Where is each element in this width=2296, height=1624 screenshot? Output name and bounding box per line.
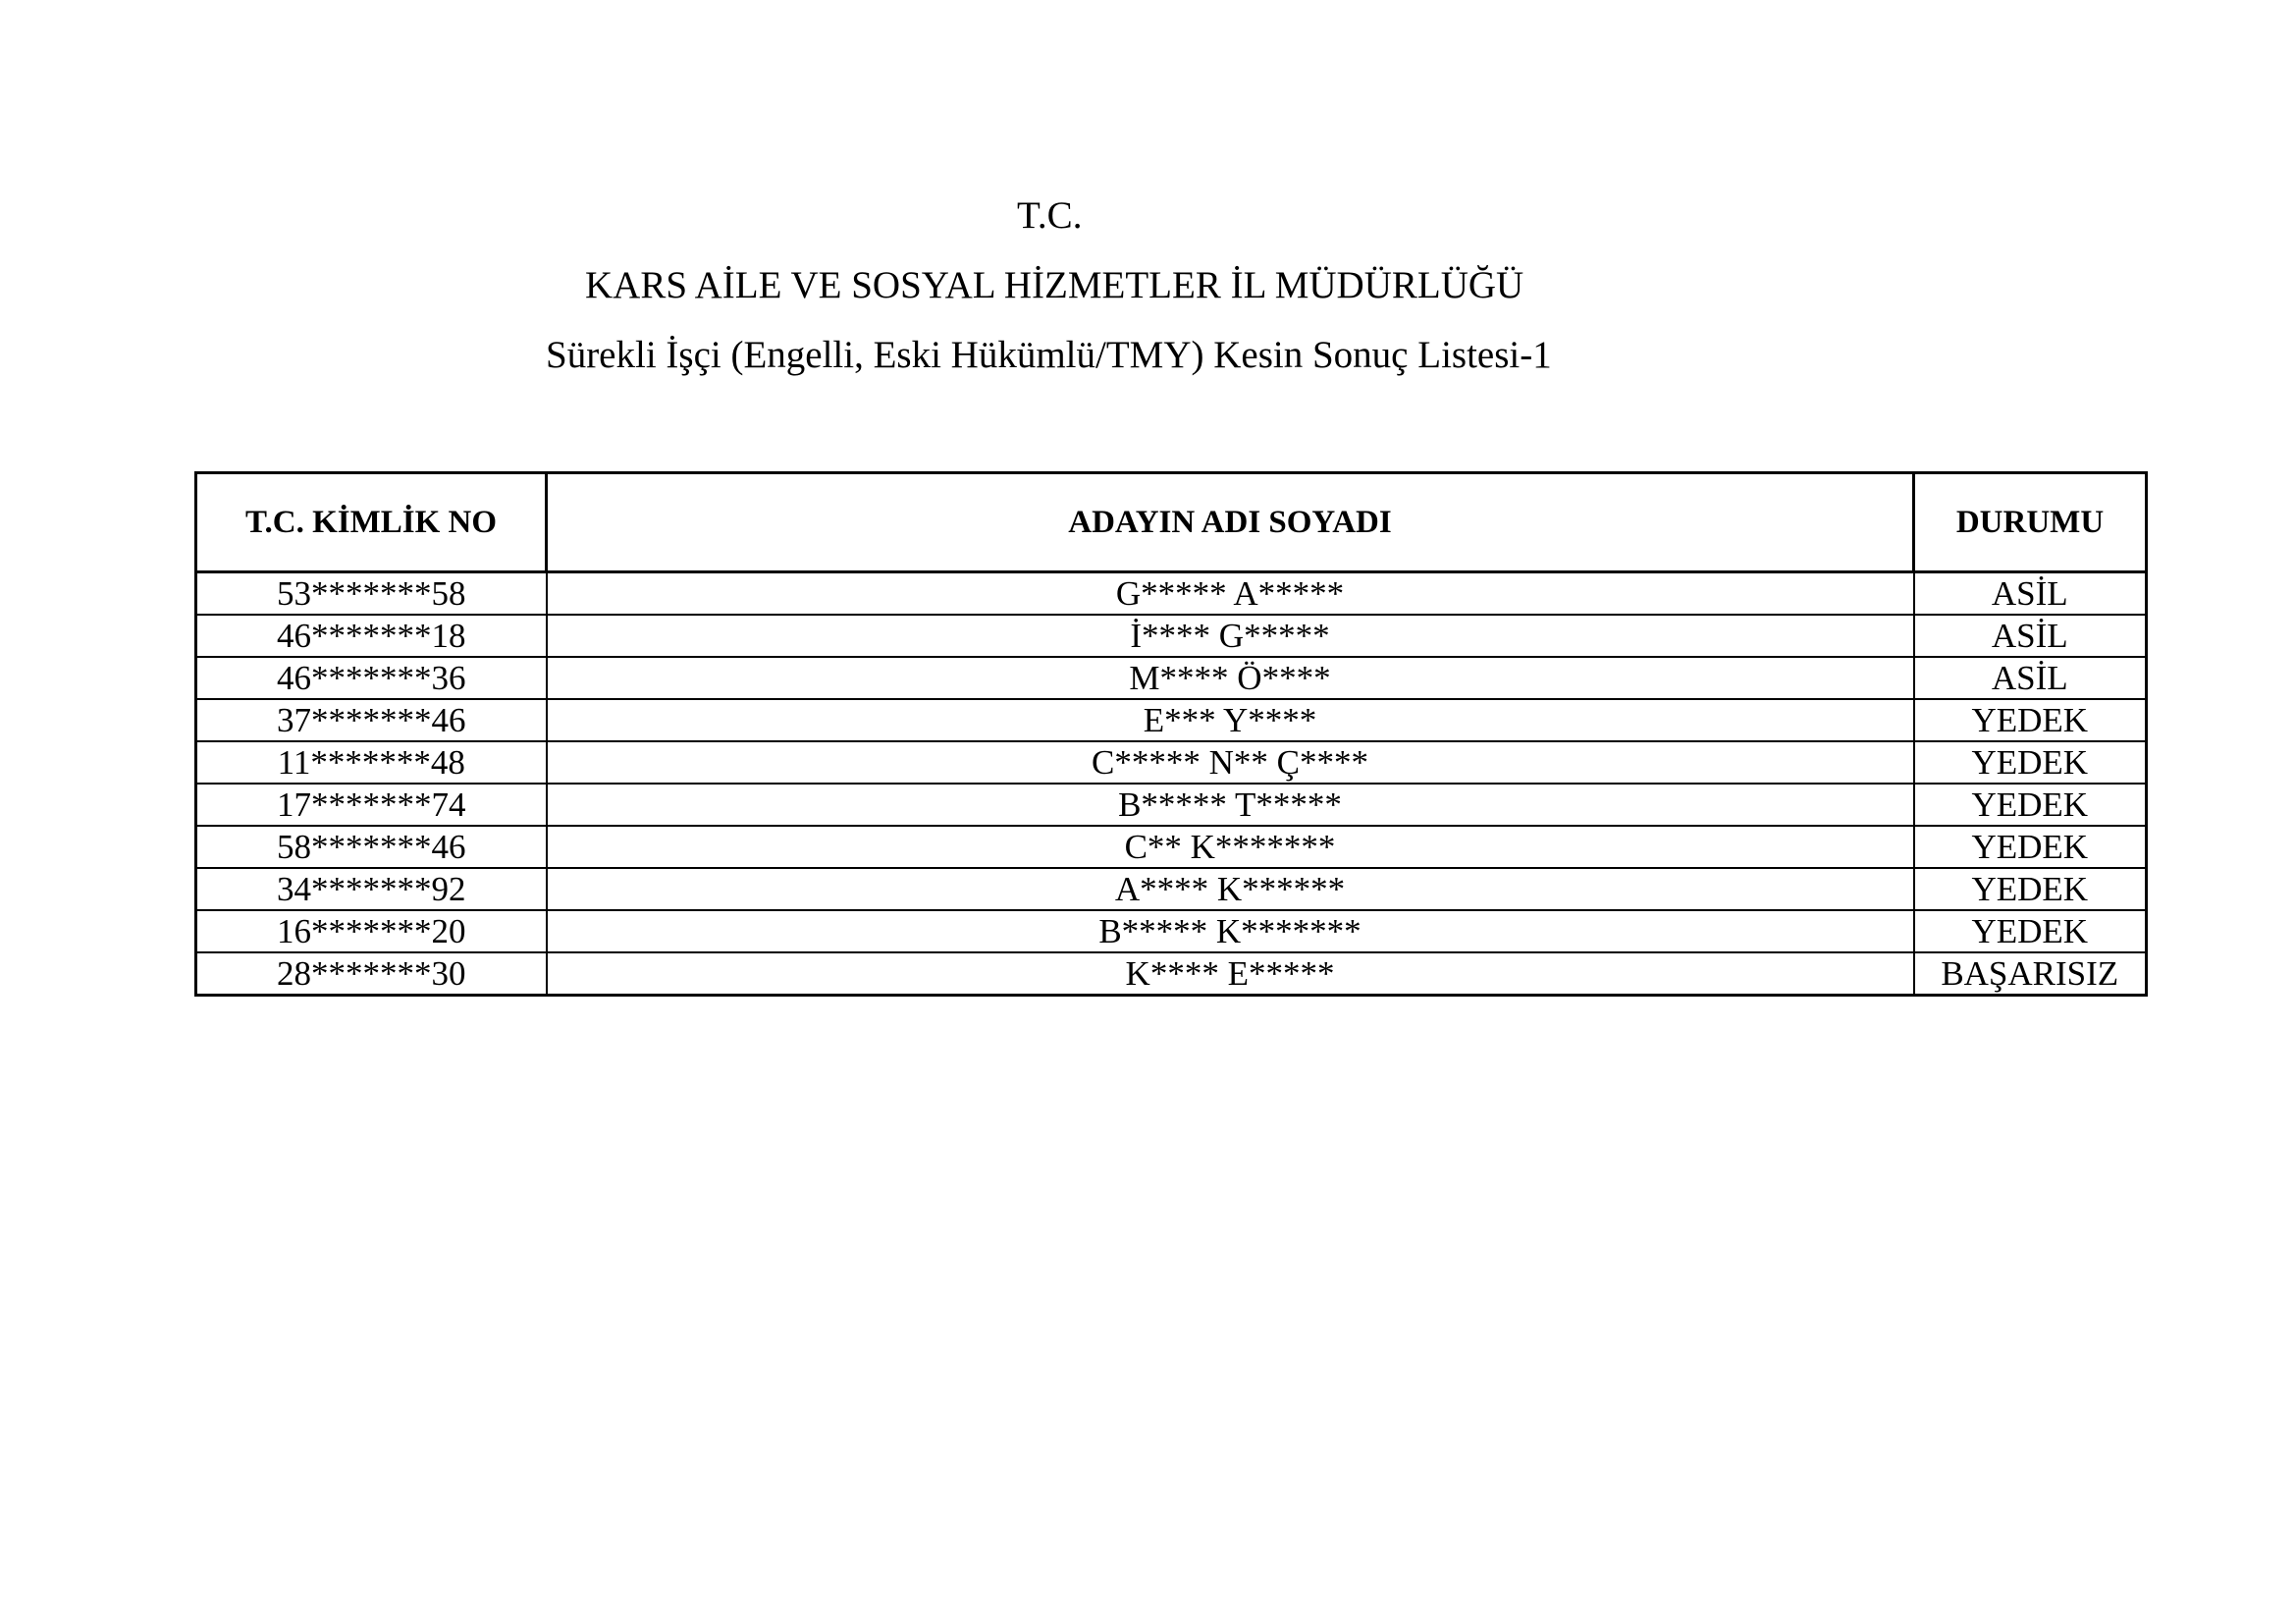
table-row: [196, 868, 2147, 910]
table-row: [196, 910, 2147, 952]
table-header-row: [196, 473, 2147, 572]
results-table: [194, 471, 2148, 997]
tc-no-cell: 58*******46: [196, 826, 547, 868]
name-cell: B***** T*****: [547, 784, 1914, 826]
name-cell: A**** K******: [547, 868, 1914, 910]
status-cell: YEDEK: [1914, 784, 2147, 826]
name-cell: G***** A*****: [547, 572, 1914, 616]
column-header-tc-no: T.C. KİMLİK NO: [196, 473, 547, 572]
status-cell: ASİL: [1914, 615, 2147, 657]
tc-no-cell: 16*******20: [196, 910, 547, 952]
status-cell: YEDEK: [1914, 868, 2147, 910]
header-tc: T.C.: [1017, 194, 1083, 237]
tc-no-cell: 53*******58: [196, 572, 547, 616]
name-cell: M**** Ö****: [547, 657, 1914, 699]
status-cell: YEDEK: [1914, 910, 2147, 952]
header-list-title: Sürekli İşçi (Engelli, Eski Hükümlü/TMY) Kesin Sonuç Listesi-1: [546, 334, 1552, 376]
column-header-name: ADAYIN ADI SOYADI: [547, 473, 1914, 572]
table-row: [196, 615, 2147, 657]
table-row: [196, 657, 2147, 699]
name-cell: B***** K*******: [547, 910, 1914, 952]
status-cell: YEDEK: [1914, 826, 2147, 868]
tc-no-cell: 46*******18: [196, 615, 547, 657]
column-header-status: DURUMU: [1914, 473, 2147, 572]
status-cell: BAŞARISIZ: [1914, 952, 2147, 996]
table-row: [196, 952, 2147, 996]
name-cell: C***** N** Ç****: [547, 741, 1914, 784]
name-cell: C** K*******: [547, 826, 1914, 868]
table-row: [196, 572, 2147, 616]
status-cell: YEDEK: [1914, 699, 2147, 741]
status-cell: ASİL: [1914, 572, 2147, 616]
tc-no-cell: 34*******92: [196, 868, 547, 910]
table-row: [196, 826, 2147, 868]
tc-no-cell: 46*******36: [196, 657, 547, 699]
name-cell: K**** E*****: [547, 952, 1914, 996]
status-cell: ASİL: [1914, 657, 2147, 699]
table-row: [196, 741, 2147, 784]
tc-no-cell: 37*******46: [196, 699, 547, 741]
status-cell: YEDEK: [1914, 741, 2147, 784]
tc-no-cell: 28*******30: [196, 952, 547, 996]
tc-no-cell: 11*******48: [196, 741, 547, 784]
tc-no-cell: 17*******74: [196, 784, 547, 826]
name-cell: İ**** G*****: [547, 615, 1914, 657]
table-row: [196, 784, 2147, 826]
header-institution: KARS AİLE VE SOSYAL HİZMETLER İL MÜDÜRLÜĞÜ: [585, 264, 1524, 306]
name-cell: E*** Y****: [547, 699, 1914, 741]
table-row: [196, 699, 2147, 741]
